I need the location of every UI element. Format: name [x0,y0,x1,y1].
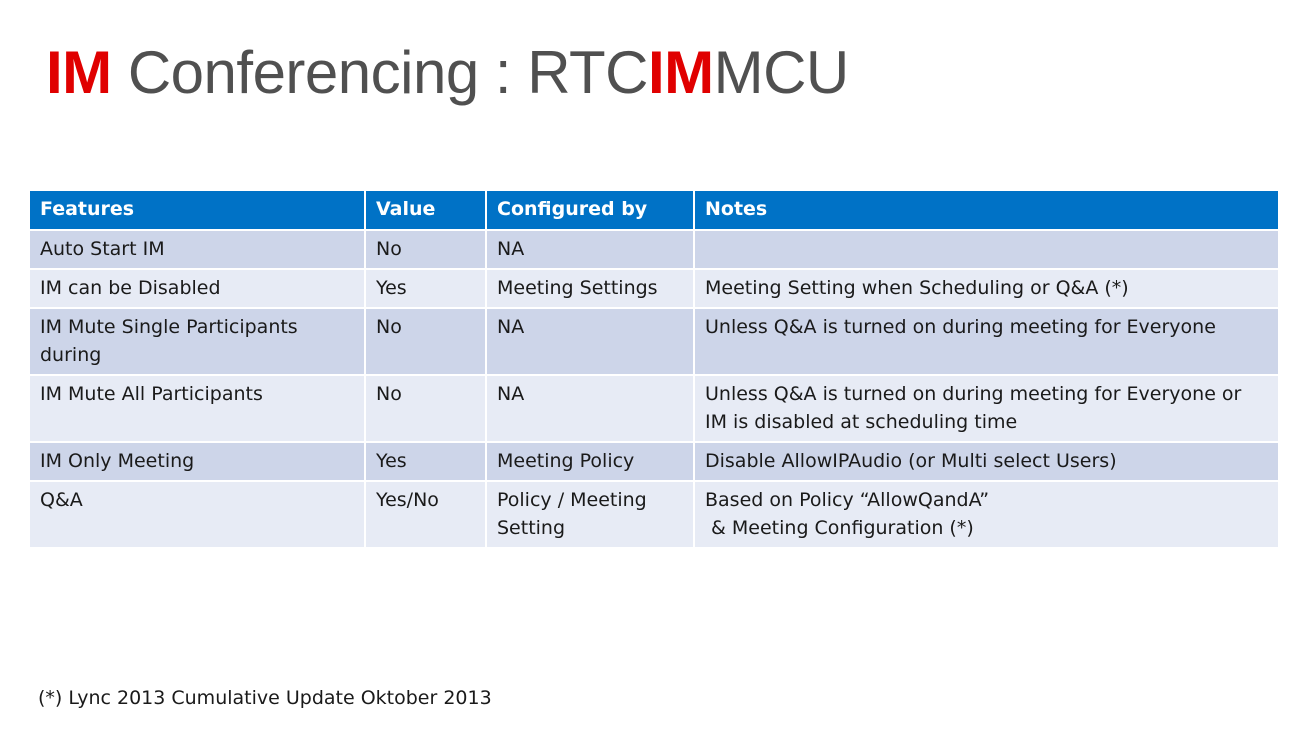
cell-configured-by: NA [486,308,694,375]
cell-value: Yes [365,269,486,308]
table-row [30,230,1278,269]
cell-notes: Disable AllowIPAudio (or Multi select Users) [694,442,1278,481]
footnote: (*) Lync 2013 Cumulative Update Oktober 2013 [38,687,492,709]
cell-notes: Meeting Setting when Scheduling or Q&A (*) [694,269,1278,308]
cell-notes [694,230,1278,269]
slide-title [46,36,849,110]
cell-notes: Unless Q&A is turned on during meeting for Everyone or IM is disabled at scheduling time [694,375,1278,442]
cell-configured-by: NA [486,230,694,269]
cell-configured-by: NA [486,375,694,442]
title-im-accent-2: IM [647,39,714,106]
table-header-row [30,191,1278,230]
header-features: Features [30,191,365,230]
notes-line: & Meeting Configuration (*) [705,517,974,539]
feature-table-container [30,191,1278,549]
title-conferencing-text: Conferencing : RTC [111,39,648,106]
cell-feature: Auto Start IM [30,230,365,269]
cell-feature: IM Only Meeting [30,442,365,481]
table-row [30,481,1278,548]
header-value: Value [365,191,486,230]
cell-value: No [365,375,486,442]
notes-line: Based on Policy “AllowQandA” [705,489,990,511]
cell-notes [694,481,1278,548]
cell-feature: IM can be Disabled [30,269,365,308]
cell-value: Yes [365,442,486,481]
cell-value: No [365,230,486,269]
cell-value: Yes/No [365,481,486,548]
table-row [30,375,1278,442]
cell-feature: IM Mute All Participants [30,375,365,442]
table-row [30,308,1278,375]
table-row [30,442,1278,481]
table-row [30,269,1278,308]
cell-configured-by: Meeting Policy [486,442,694,481]
cell-feature: Q&A [30,481,365,548]
cell-value: No [365,308,486,375]
feature-table [30,191,1278,549]
cell-configured-by: Policy / Meeting Setting [486,481,694,548]
title-im-accent: IM [46,39,112,106]
cell-notes: Unless Q&A is turned on during meeting for Everyone [694,308,1278,375]
header-configured-by: Configured by [486,191,694,230]
cell-feature: IM Mute Single Participants during [30,308,365,375]
cell-configured-by: Meeting Settings [486,269,694,308]
title-mcu-text: MCU [713,39,849,106]
header-notes: Notes [694,191,1278,230]
